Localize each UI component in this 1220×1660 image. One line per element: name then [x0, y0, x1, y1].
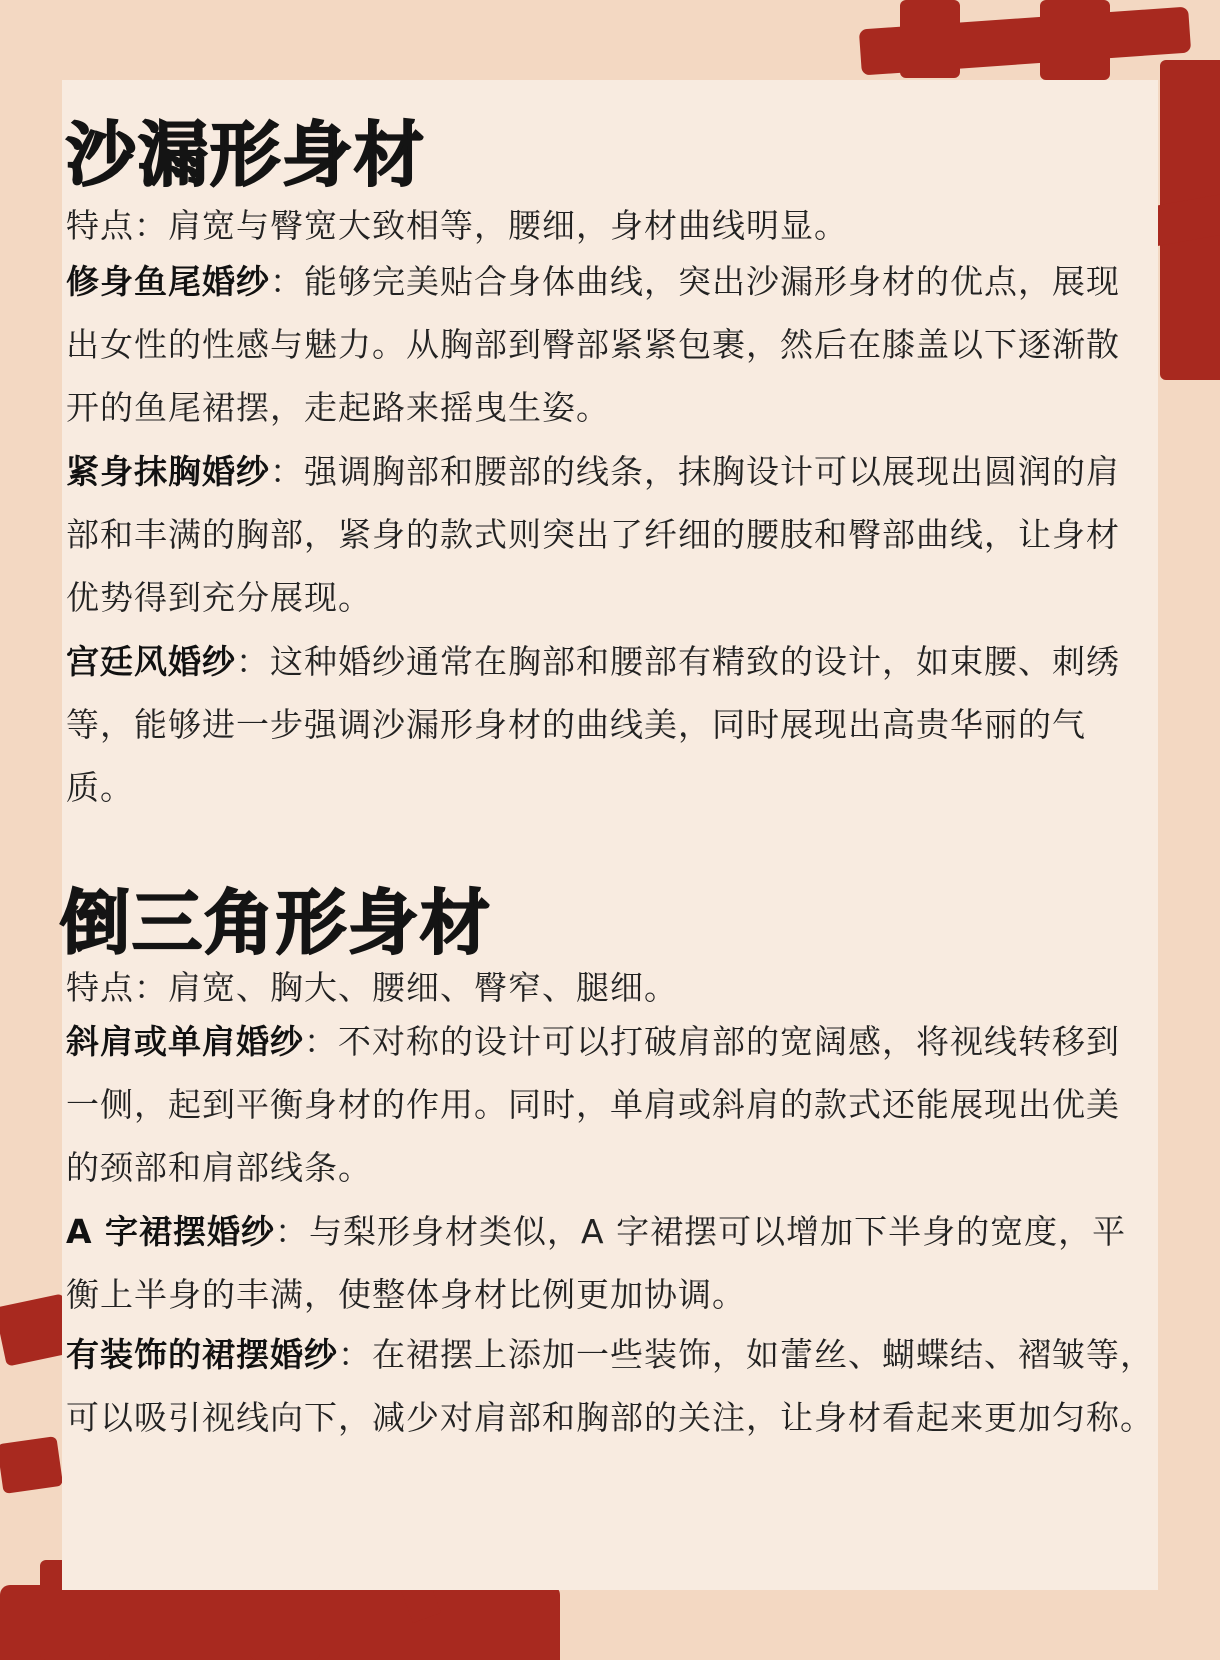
- dress-item-label: 紧身抹胸婚纱: [66, 452, 270, 491]
- hourglass-feature: 特点：肩宽与臀宽大致相等，腰细，身材曲线明显。: [66, 206, 848, 245]
- dress-item: [66, 1200, 1148, 1326]
- section-title-inverted-triangle: 倒三角形身材: [60, 882, 492, 964]
- decorative-calligraphy-stroke: [900, 0, 960, 78]
- dress-item-text: ：这种婚纱通常在胸部和腰部有精致的设计，如束腰、刺绣等，能够进一步强调沙漏形身材的曲线美，同时展现出高贵华丽的气质。: [66, 642, 1120, 807]
- dress-item-text: ：与梨形身材类似，A 字裙摆可以增加下半身的宽度，平衡上半身的丰满，使整体身材比例更加协调。: [66, 1212, 1127, 1314]
- dress-item: [66, 630, 1148, 819]
- dress-item-text: ：强调胸部和腰部的线条，抹胸设计可以展现出圆润的肩部和丰满的胸部，紧身的款式则突出了纤细的腰肢和臀部曲线，让身材优势得到充分展现。: [66, 452, 1120, 617]
- dress-item-text: ：能够完美贴合身体曲线，突出沙漏形身材的优点，展现出女性的性感与魅力。从胸部到臀部紧紧包裹，然后在膝盖以下逐渐散开的鱼尾裙摆，走起路来摇曳生姿。: [66, 262, 1120, 427]
- dress-item-label: 宫廷风婚纱: [66, 642, 236, 681]
- decorative-calligraphy-stroke: [1040, 0, 1110, 80]
- dress-item-label: 有装饰的裙摆婚纱: [66, 1335, 338, 1374]
- dress-item: [66, 1323, 1180, 1449]
- dress-item: [66, 250, 1148, 439]
- dress-item-label: A 字裙摆婚纱: [66, 1212, 276, 1251]
- section-title-hourglass: 沙漏形身材: [66, 114, 426, 196]
- dress-item-label: 斜肩或单肩婚纱: [66, 1022, 304, 1061]
- dress-item-label: 修身鱼尾婚纱: [66, 262, 270, 301]
- dress-item-text: ：不对称的设计可以打破肩部的宽阔感，将视线转移到一侧，起到平衡身材的作用。同时，单肩或斜肩的款式还能展现出优美的颈部和肩部线条。: [66, 1022, 1120, 1187]
- dress-item: [66, 1010, 1148, 1199]
- decorative-calligraphy-stroke: [0, 1436, 63, 1494]
- inverted-triangle-feature: 特点：肩宽、胸大、腰细、臀窄、腿细。: [66, 968, 678, 1007]
- dress-item-text: ：在裙摆上添加一些装饰，如蕾丝、蝴蝶结、褶皱等，可以吸引视线向下，减少对肩部和胸部的关注，让身材看起来更加匀称。: [66, 1335, 1154, 1437]
- dress-item: [66, 440, 1148, 629]
